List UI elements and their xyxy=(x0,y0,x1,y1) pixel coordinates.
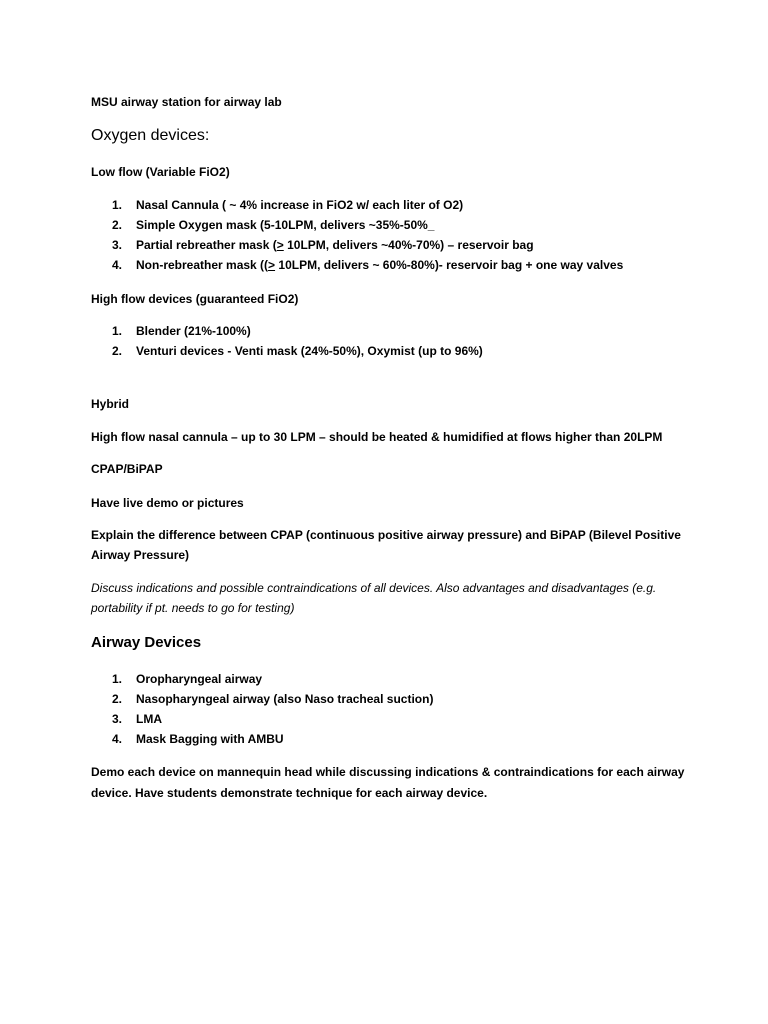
airway-devices-heading: Airway Devices xyxy=(91,634,202,651)
airway-demo-line-1: Demo each device on mannequin head while discussing indications & contraindications for each airway xyxy=(91,765,685,779)
hybrid-heading: Hybrid xyxy=(91,397,130,411)
document-title: MSU airway station for airway lab xyxy=(91,95,282,109)
oxygen-devices-heading: Oxygen devices: xyxy=(91,127,210,144)
hybrid-text: High flow nasal cannula – up to 30 LPM – should be heated & humidified at flows higher than 20LPM xyxy=(91,430,663,444)
airway-demo-line-2: device. Have students demonstrate technique for each airway device. xyxy=(91,786,488,800)
cpap-explain-line-1: Explain the difference between CPAP (continuous positive airway pressure) and BiPAP (Bilevel Positive xyxy=(91,528,681,542)
greater-equal-symbol: > xyxy=(276,238,284,252)
cpap-heading: CPAP/BiPAP xyxy=(91,462,163,476)
discuss-line-2: portability if pt. needs to go for testing) xyxy=(91,601,295,615)
high-flow-heading: High flow devices (guaranteed FiO2) xyxy=(91,292,299,306)
cpap-explain-line-2: Airway Pressure) xyxy=(91,548,190,562)
discuss-line-1: Discuss indications and possible contraindications of all devices. Also advantages and disadvantages (e.g. xyxy=(91,581,657,595)
greater-equal-symbol: > xyxy=(268,258,276,272)
cpap-demo-text: Have live demo or pictures xyxy=(91,496,244,510)
document-page: MSU airway station for airway lab Oxygen devices: Low flow (Variable FiO2) 1. Nasal Cannula ( ~ 4% increase in FiO2 w/ each liter of O2) 2. Simple Oxygen mask (5-10LPM, delivers ~35%-50%_ 3. Partial rebreather mask (> 10LPM, delivers ~40%-70%) – reservoir bag 4. Non-rebreather mask ((> 10LPM, delivers ~ 60%-80%)- reservoir bag + one way valves High flow devices (guaranteed FiO2) 1. Blender (21%-100%) 2. Venturi devices - Venti mask (24%-50%), Oxymist (up to 96%) Hybrid High flow nasal cannula – up to 30 LPM – should be heated & humidified at flows higher than 20LPM CPAP/BiPAP Have live demo or pictures Explain the difference between CPAP (continuous positive airway pressure) and BiPAP (Bilevel Positive Airway Pressure) Discuss indications and possible contraindications of all devices. Also advantages and disadvantages (e.g. portability if pt. needs to go for testing) Airway Devices 1. Oropharyngeal airway 2. Nasopharyngeal airway (also Naso tracheal suction) 3. LMA 4. Mask Bagging with AMBU Demo each device on mannequin head while discussing indications & contraindications for each airway device. Have students demonstrate technique for each airway device. xyxy=(0,0,768,1024)
low-flow-heading: Low flow (Variable FiO2) xyxy=(91,165,230,179)
